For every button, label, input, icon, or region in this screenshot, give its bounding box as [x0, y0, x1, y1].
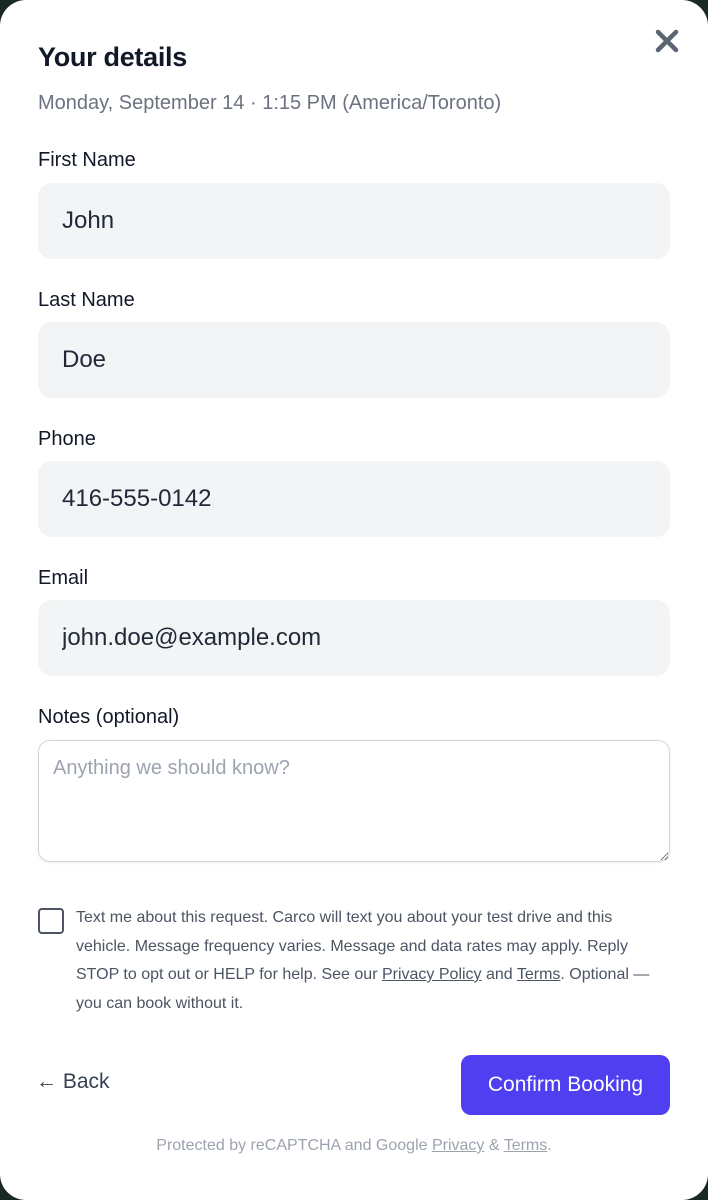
google-terms-link[interactable]: Terms	[503, 1137, 548, 1154]
phone-field[interactable]	[38, 461, 670, 537]
phone-label: Phone	[38, 428, 96, 450]
consent-text-end: . Optional — you can book without it.	[76, 966, 650, 1012]
recaptcha-notice	[0, 1137, 708, 1155]
confirm-booking-button[interactable]: Confirm Booking	[461, 1055, 670, 1115]
sms-consent-text	[76, 904, 666, 1018]
terms-link[interactable]: Terms	[516, 966, 561, 983]
appointment-datetime: Monday, September 14 · 1:15 PM (America/Toronto)	[38, 92, 502, 114]
close-button[interactable]	[652, 26, 682, 56]
last-name-field[interactable]	[38, 322, 670, 398]
recaptcha-text: Protected by reCAPTCHA and Google	[156, 1137, 432, 1154]
recaptcha-period: .	[547, 1137, 552, 1154]
close-icon	[652, 26, 682, 56]
last-name-label: Last Name	[38, 289, 135, 311]
notes-field[interactable]	[38, 740, 670, 862]
dialog-title: Your details	[38, 42, 187, 72]
email-field[interactable]	[38, 600, 670, 676]
email-label: Email	[38, 567, 89, 589]
sms-consent-checkbox[interactable]	[38, 908, 64, 934]
google-privacy-link[interactable]: Privacy	[431, 1137, 485, 1154]
recaptcha-amp: &	[484, 1137, 504, 1154]
consent-text-and: and	[481, 966, 517, 983]
consent-text-start: Text me about this request. Carco will text you about your test drive and this vehicle. Message frequency varies. Message and data rates may apply. Reply STOP to opt out or HELP for help. See our	[76, 909, 628, 983]
notes-label: Notes (optional)	[38, 706, 180, 728]
first-name-field[interactable]	[38, 183, 670, 259]
first-name-label: First Name	[38, 149, 136, 171]
back-button[interactable]: ← Back	[36, 1070, 110, 1093]
privacy-policy-link[interactable]: Privacy Policy	[381, 966, 482, 983]
